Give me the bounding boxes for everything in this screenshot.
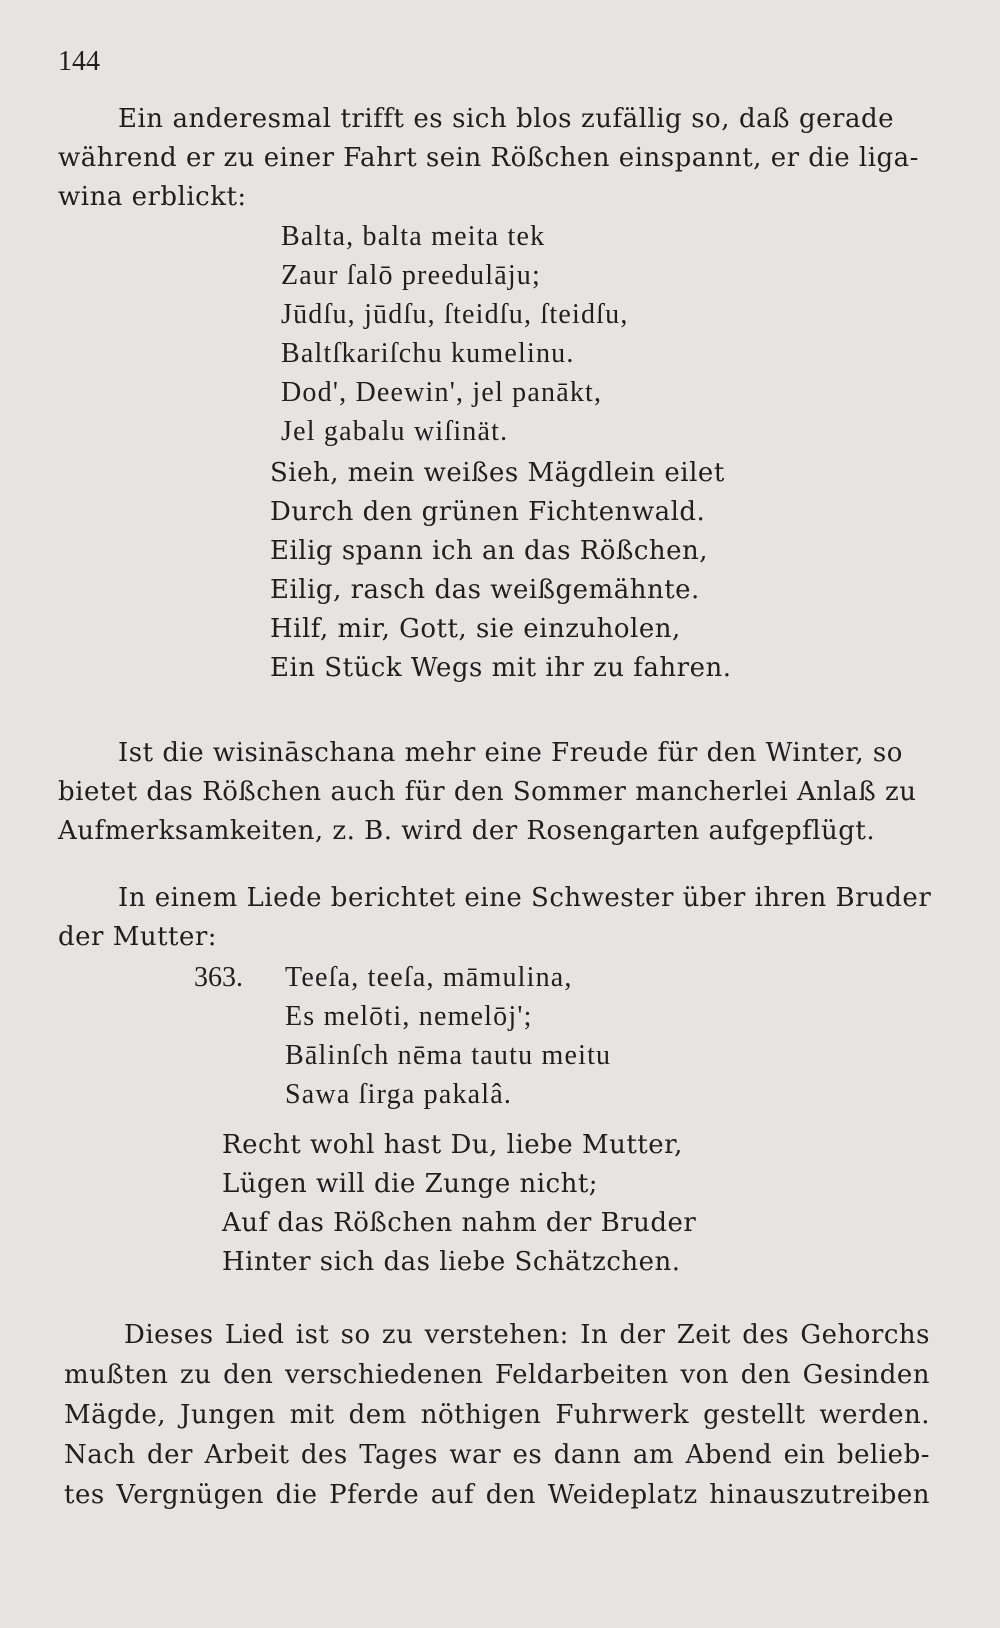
verse1-german-line-3: Eilig spann ich an das Rößchen, [270,536,709,566]
para1-line-1: Ein anderesmal trifft es sich blos zufällig so, daß gerade [118,104,894,134]
verse1-german-line-4: Eilig, rasch das weißgemähnte. [270,575,700,605]
para4-line-3: Mägde, Jungen mit dem nöthigen Fuhrwerk gestellt werden. [64,1400,930,1430]
verse1-latvian-line-5: Dod', Deewin', jel panākt, [281,377,603,408]
para2-line-1: Ist die wisināschana mehr eine Freude für den Winter, so [118,738,903,768]
verse2-german-line-3: Auf das Rößchen nahm der Bruder [222,1208,697,1238]
para4-line-2: mußten zu den verschiedenen Feldarbeiten von den Gesinden [64,1360,930,1390]
verse2-latvian-line-1: Teeſa, teeſa, māmulina, [285,962,573,993]
para1-line-2: während er zu einer Fahrt sein Rößchen einspannt, er die liga- [58,143,919,173]
para3-line-1: In einem Liede berichtet eine Schwester über ihren Bruder [118,883,932,913]
verse1-latvian-line-4: Baltſkariſchu kumelinu. [281,338,575,369]
verse1-german-line-6: Ein Stück Wegs mit ihr zu fahren. [270,653,732,683]
verse2-german-line-1: Recht wohl hast Du, liebe Mutter, [222,1130,683,1160]
verse-number: 363. [194,962,243,993]
verse1-german-line-2: Durch den grünen Fichtenwald. [270,497,706,527]
para4-line-4: Nach der Arbeit des Tages war es dann am Abend ein belieb- [64,1440,930,1470]
para1-line-3: wina erblickt: [58,182,247,212]
para2-line-3: Aufmerksamkeiten, z. B. wird der Rosengarten aufgepflügt. [58,816,876,846]
para3-line-2: der Mutter: [58,922,218,952]
verse2-german-line-4: Hinter sich das liebe Schätzchen. [222,1247,681,1277]
verse2-latvian-line-4: Sawa ſirga pakalâ. [285,1079,513,1110]
verse1-latvian-line-6: Jel gabalu wiſinät. [281,416,509,447]
verse1-latvian-line-1: Balta, balta meita tek [281,221,546,252]
verse1-german-line-5: Hilf, mir, Gott, sie einzuholen, [270,614,681,644]
verse2-german-line-2: Lügen will die Zunge nicht; [222,1169,599,1199]
para4-line-1: Dieses Lied ist so zu verstehen: In der Zeit des Gehorchs [124,1320,930,1350]
page-number: 144 [58,46,100,77]
verse2-latvian-line-2: Es melōti, nemelōj'; [285,1001,533,1032]
verse1-german-line-1: Sieh, mein weißes Mägdlein eilet [270,458,725,488]
para4-line-5: tes Vergnügen die Pferde auf den Weideplatz hinauszutreiben [64,1480,930,1510]
verse2-latvian-line-3: Bālinſch nēma tautu meitu [285,1040,612,1071]
verse1-latvian-line-3: Jūdſu, jūdſu, ſteidſu, ſteidſu, [281,299,629,330]
verse1-latvian-line-2: Zaur ſalō preedulāju; [281,260,541,291]
para2-line-2: bietet das Rößchen auch für den Sommer mancherlei Anlaß zu [58,777,917,807]
